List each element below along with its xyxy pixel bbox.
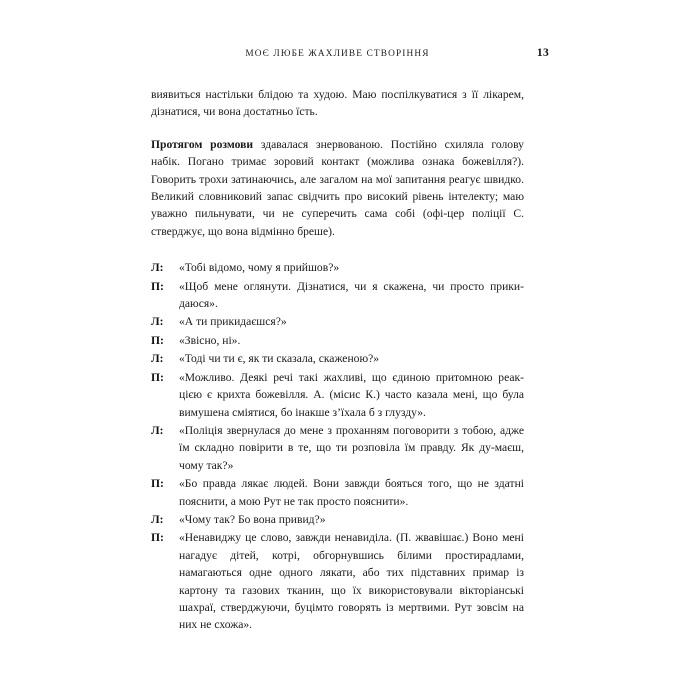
dialogue-line-text: «А ти прикидаєшся?» bbox=[179, 315, 287, 329]
dialogue-line-text: «Бо правда лякає людей. Вони завжди бояться того, що не здатні пояснити, а мою Рут не так просто пояснити». bbox=[179, 477, 524, 508]
dialogue-speaker-label: П: bbox=[151, 370, 164, 384]
dialogue-turn bbox=[151, 313, 524, 330]
dialogue-line-text: «Ненавиджу це слово, завжди ненавиділа. (П. жвавішає.) Воно мені нагадує дітей, котрі, обгорнувшись білими простирадлами, намагаються одне одного лякати, або тих підставних примар із картону та газових тканин, що їх використовували вікторіанські шахраї, стверджуючи, буцімто говорять із мертвими. Рут зовсім на них не схожа». bbox=[179, 531, 524, 632]
dialogue-turn bbox=[151, 259, 524, 276]
dialogue-turn bbox=[151, 350, 524, 367]
dialogue-speaker-label: Л: bbox=[151, 512, 164, 526]
running-head bbox=[245, 49, 430, 65]
dialogue-line-text: «Чому так? Бо вона привид?» bbox=[179, 512, 326, 526]
dialogue-speaker-label: Л: bbox=[151, 423, 164, 437]
dialogue-turn bbox=[151, 475, 524, 510]
dialogue-line-text: «Звісно, ні». bbox=[179, 333, 241, 347]
dialogue-speaker-label: Л: bbox=[151, 261, 164, 275]
paragraph-session-notes bbox=[151, 136, 524, 240]
paragraph-continuation: виявиться настільки блідою та худою. Маю поспілкуватися з її лікарем, дізнатися, чи вона достатньо їсть. bbox=[151, 88, 524, 119]
paragraph-body-text: здавалася знервованою. Постійно схиляла голову набік. Погано тримає зоровий контакт (можлива ознака божевілля?). Говорить трохи затинаючись, але загалом на мої запитання реагує швидко. Великий словниковий запас свідчить про високий рівень інтелекту; маю уважно пильнувати, чи не суперечить сама собі (офі-цер поліції С. стверджує, що вона відмінно бреше). bbox=[151, 137, 524, 238]
dialogue-turn bbox=[151, 332, 524, 349]
page-number: 13 bbox=[536, 47, 549, 59]
dialogue-speaker-label: П: bbox=[151, 279, 164, 293]
dialogue-turn bbox=[151, 511, 524, 528]
running-head-title: МОЄ ЛЮБЕ ЖАХЛИВЕ СТВОРІННЯ bbox=[245, 49, 430, 59]
page-header bbox=[151, 0, 549, 70]
dialogue-turn bbox=[151, 529, 524, 633]
dialogue-speaker-label: П: bbox=[151, 531, 164, 545]
dialogue-line-text: «Можливо. Деякі речі такі жахливі, що єдиною притомною реак-цією є крихта божевілля. А. (місис К.) часто казала мені, що була вимушена сміятися, бо інакше з’їхала б з глузду». bbox=[179, 370, 524, 419]
paragraph-lead-in: Протягом розмови bbox=[151, 137, 254, 151]
dialogue-speaker-label: П: bbox=[151, 333, 164, 347]
dialogue-line-text: «Тоді чи ти є, як ти сказала, скаженою?» bbox=[179, 352, 380, 366]
dialogue-speaker-label: Л: bbox=[151, 315, 164, 329]
dialogue-speaker-label: П: bbox=[151, 477, 164, 491]
dialogue-speaker-label: Л: bbox=[151, 352, 164, 366]
text-block bbox=[151, 86, 524, 634]
dialogue-turn bbox=[151, 369, 524, 421]
dialogue-line-text: «Тобі відомо, чому я прийшов?» bbox=[179, 261, 340, 275]
dialogue-turn bbox=[151, 422, 524, 474]
dialogue-transcript bbox=[151, 259, 524, 634]
dialogue-line-text: «Щоб мене оглянути. Дізнатися, чи я скажена, чи просто прики-даюся». bbox=[179, 279, 524, 311]
dialogue-line-text: «Поліція звернулася до мене з проханням поговорити з тобою, адже їм складно повірити в те, що ти розповіла їм правду. Як ду-маєш, чому так?» bbox=[179, 423, 524, 472]
dialogue-turn bbox=[151, 278, 524, 313]
